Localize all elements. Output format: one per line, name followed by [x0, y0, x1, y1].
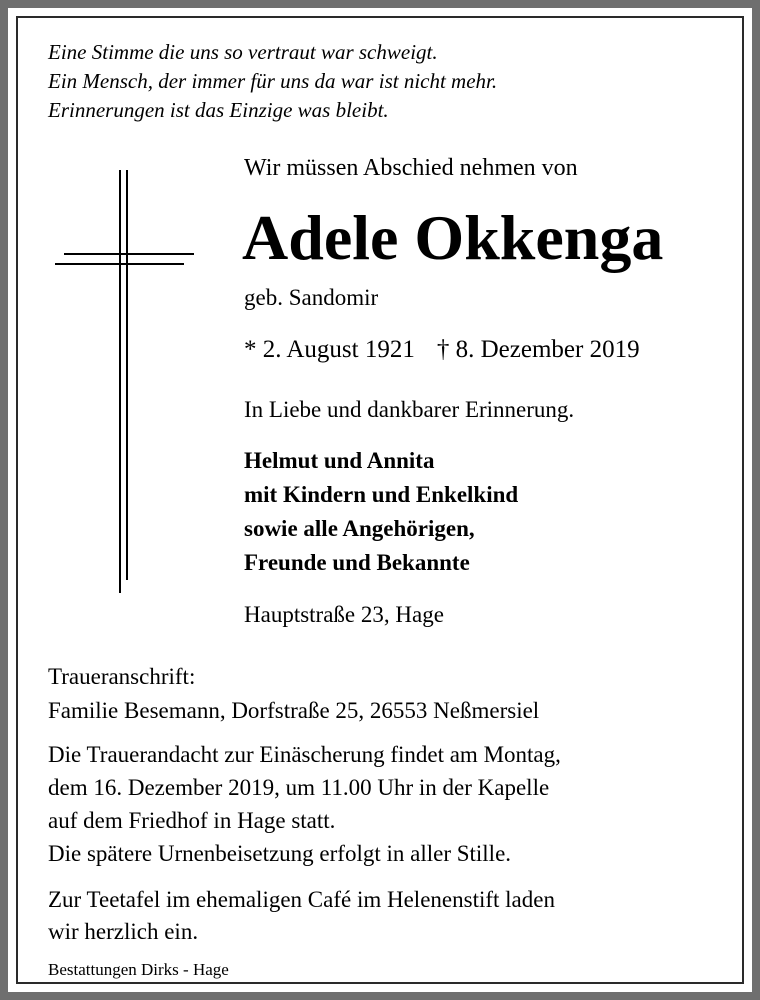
tea-invitation [48, 884, 555, 948]
born-name: geb. Sandomir [244, 285, 379, 310]
poem [48, 38, 497, 125]
life-dates [244, 336, 640, 364]
undertaker: Bestattungen Dirks - Hage [48, 960, 229, 979]
poem-line: Erinnerungen ist das Einzige was bleibt. [48, 98, 389, 122]
tea-line: Zur Teetafel im ehemaligen Café im Helenenstift laden [48, 887, 555, 912]
mourner-line: Helmut und Annita [244, 448, 435, 473]
condolence-value: Familie Besemann, Dorfstraße 25, 26553 Neßmersiel [48, 698, 540, 723]
condolence-label: Traueranschrift: [48, 664, 196, 689]
tea-line: wir herzlich ein. [48, 919, 199, 944]
service-line: Die spätere Urnenbeisetzung erfolgt in aller Stille. [48, 841, 512, 866]
family-address: Hauptstraße 23, Hage [244, 602, 444, 627]
mourner-line: sowie alle Angehörigen, [244, 516, 475, 541]
deceased-name: Adele Okkenga [242, 202, 664, 273]
service-line: Die Trauerandacht zur Einäscherung findet am Montag, [48, 742, 561, 767]
intro-text: Wir müssen Abschied nehmen von [244, 155, 578, 181]
cross-icon [50, 168, 200, 593]
mourners [244, 444, 518, 580]
service-info [48, 738, 561, 870]
mourner-line: Freunde und Bekannte [244, 550, 470, 575]
death-date: † 8. Dezember 2019 [436, 336, 640, 363]
poem-line: Ein Mensch, der immer für uns da war ist nicht mehr. [48, 69, 498, 93]
birth-date: * 2. August 1921 [244, 336, 415, 363]
service-line: auf dem Friedhof in Hage statt. [48, 808, 336, 833]
poem-line: Eine Stimme die uns so vertraut war schweigt. [48, 40, 438, 64]
condolence-address [48, 660, 539, 728]
mourner-line: mit Kindern und Enkelkind [244, 482, 519, 507]
service-line: dem 16. Dezember 2019, um 11.00 Uhr in der Kapelle [48, 775, 550, 800]
memory-line: In Liebe und dankbarer Erinnerung. [244, 397, 575, 422]
